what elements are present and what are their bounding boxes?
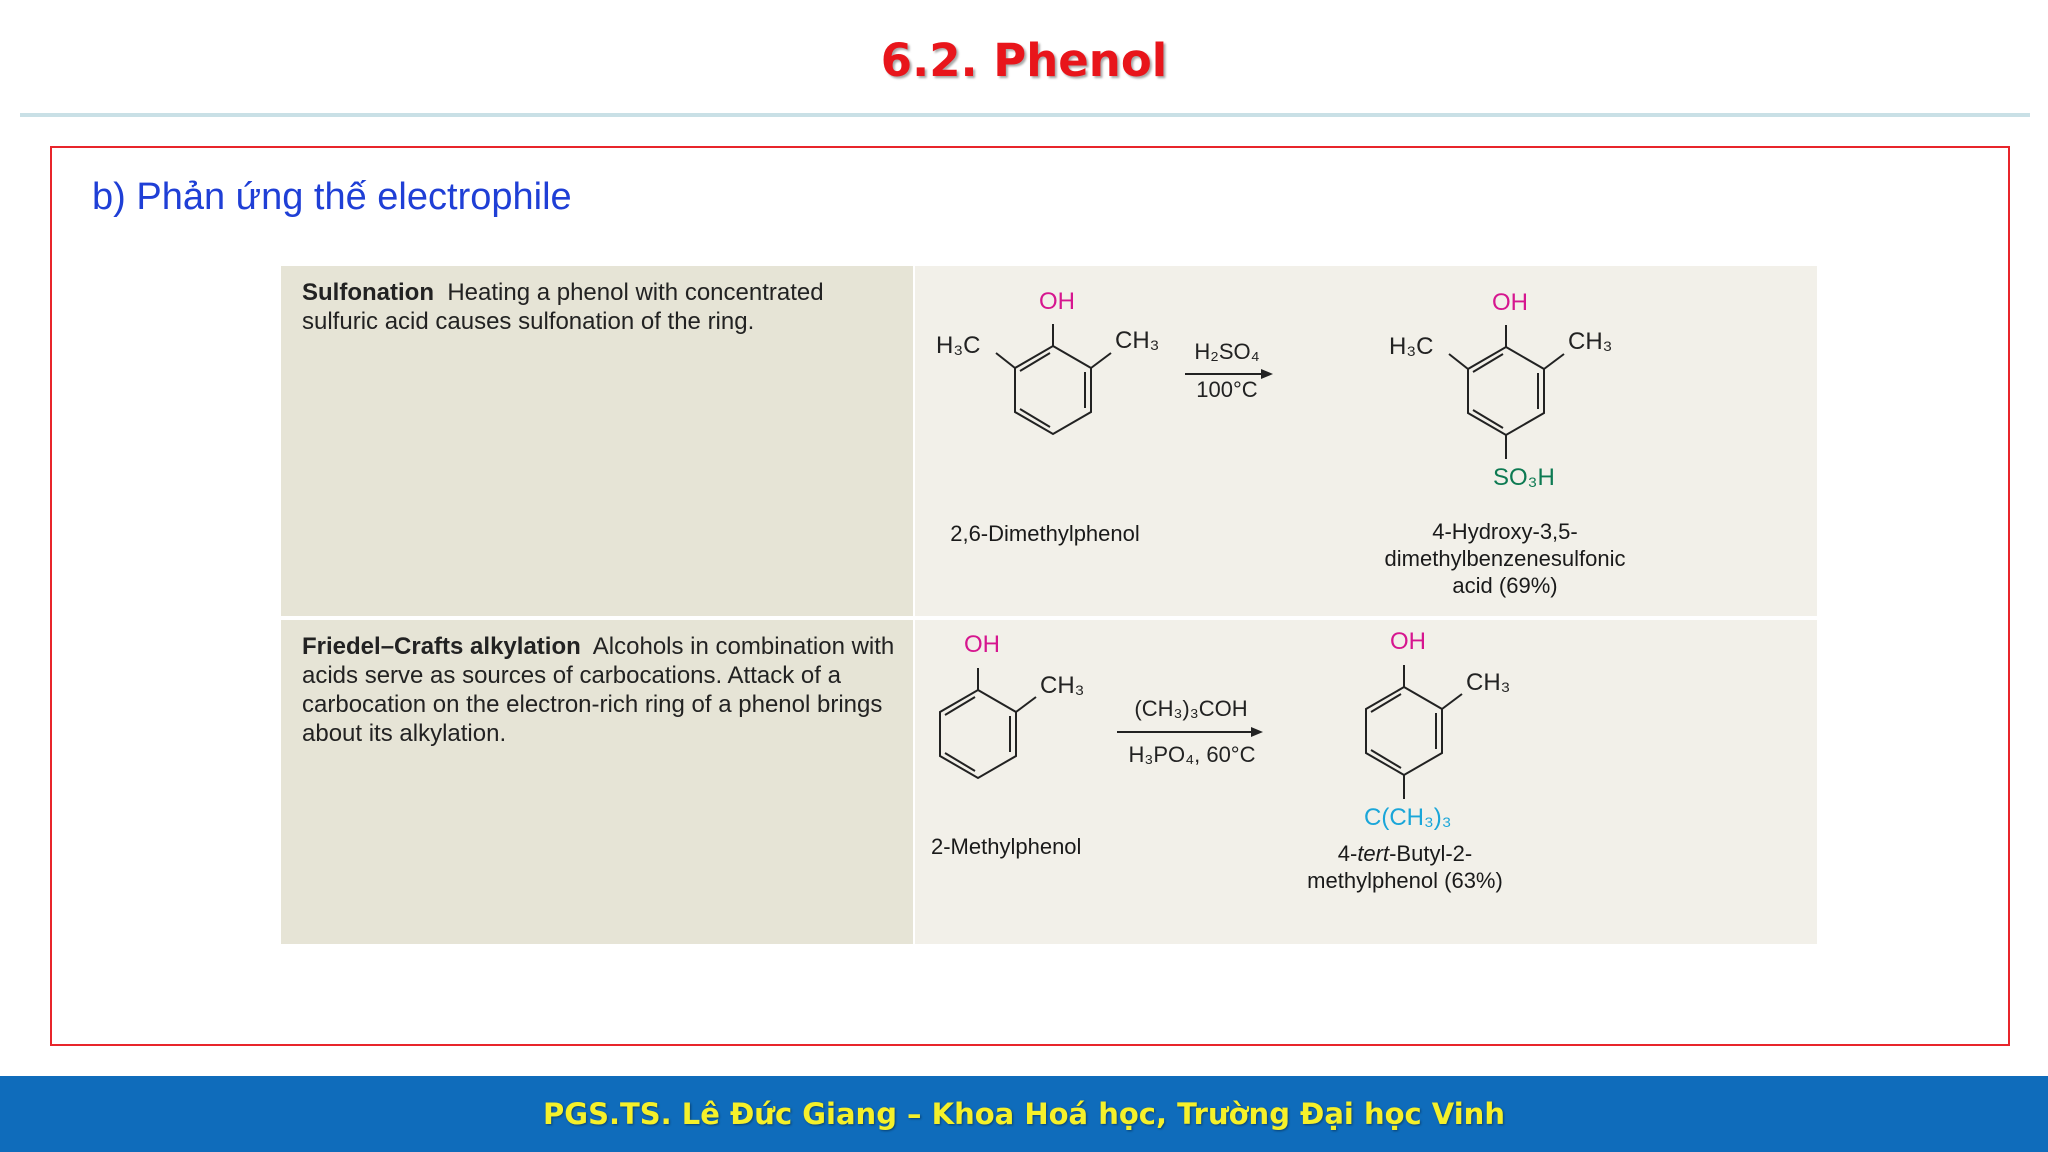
product-hydroxyl-label: OH bbox=[1390, 628, 1426, 655]
reactant-methyl-label: CH₃ bbox=[1040, 672, 1085, 699]
product-hydroxyl-label: OH bbox=[1492, 289, 1528, 316]
product-name: 4-Hydroxy-3,5-dimethylbenzenesulfonic acid (69%) bbox=[1384, 519, 1626, 598]
reaction-description-text: Alcohols in combination with acids serve as sources of carbocations. Attack of a carbocation on the electron-rich ring of a phenol brings about its alkylation. bbox=[302, 633, 895, 747]
reaction-description bbox=[302, 632, 902, 748]
condition-label: H₃PO₄, 60°C bbox=[1128, 742, 1256, 767]
reagent-label: H₂SO₄ bbox=[1194, 339, 1260, 364]
reaction-row-sulfonation bbox=[281, 266, 1817, 616]
alkylation-scheme bbox=[915, 620, 1817, 944]
section-heading: b) Phản ứng thế electrophile bbox=[92, 176, 572, 218]
product-right-methyl-label: CH₃ bbox=[1568, 328, 1613, 355]
product-name-prefix: 4- bbox=[1337, 841, 1358, 866]
reaction-row-friedel-crafts bbox=[281, 620, 1817, 944]
product-left-methyl-label: H₃C bbox=[1389, 333, 1434, 360]
reactant-right-methyl-label: CH₃ bbox=[1115, 327, 1160, 354]
reaction-description-text: Heating a phenol with concentrated sulfuric acid causes sulfonation of the ring. bbox=[302, 279, 824, 335]
arrow-head bbox=[1261, 369, 1273, 379]
product-name bbox=[1290, 840, 1520, 894]
reactant-left-methyl-label: H₃C bbox=[936, 332, 981, 359]
reactant-name: 2,6-Dimethylphenol bbox=[950, 521, 1140, 546]
description-cell bbox=[281, 266, 913, 616]
reactant-name: 2-Methylphenol bbox=[931, 834, 1082, 859]
condition-label: 100°C bbox=[1196, 377, 1258, 402]
description-cell bbox=[281, 620, 913, 944]
reaction-table bbox=[281, 266, 1817, 944]
footer-credit: PGS.TS. Lê Đức Giang – Khoa Hoá học, Trường Đại học Vinh bbox=[543, 1097, 1505, 1131]
reaction-name: Sulfonation bbox=[302, 279, 434, 306]
scheme-cell bbox=[915, 266, 1817, 616]
reactant-benzene-ring bbox=[996, 324, 1111, 434]
product-benzene-ring bbox=[1449, 325, 1564, 459]
reactant-hydroxyl-label: OH bbox=[964, 631, 1000, 658]
product-methyl-label: CH₃ bbox=[1466, 669, 1511, 696]
title-divider bbox=[20, 113, 2030, 117]
product-name-italic: tert bbox=[1357, 841, 1390, 866]
slide-title: 6.2. Phenol bbox=[880, 34, 1168, 87]
reactant-hydroxyl-label: OH bbox=[1039, 288, 1075, 315]
product-name-suffix: -Butyl-2-methylphenol (63%) bbox=[1307, 841, 1503, 893]
arrow-head bbox=[1251, 727, 1263, 737]
reactant-benzene-ring bbox=[940, 668, 1036, 778]
product-benzene-ring bbox=[1366, 665, 1462, 799]
scheme-cell bbox=[915, 620, 1817, 944]
footer-bar bbox=[0, 1076, 2048, 1152]
sulfonation-scheme bbox=[915, 266, 1817, 616]
reaction-name: Friedel–Crafts alkylation bbox=[302, 633, 581, 660]
product-tert-butyl-label: C(CH₃)₃ bbox=[1364, 804, 1452, 831]
product-sulfonic-group-label: SO₃H bbox=[1493, 464, 1555, 491]
reaction-description bbox=[302, 278, 902, 336]
reagent-label: (CH₃)₃COH bbox=[1134, 696, 1248, 721]
